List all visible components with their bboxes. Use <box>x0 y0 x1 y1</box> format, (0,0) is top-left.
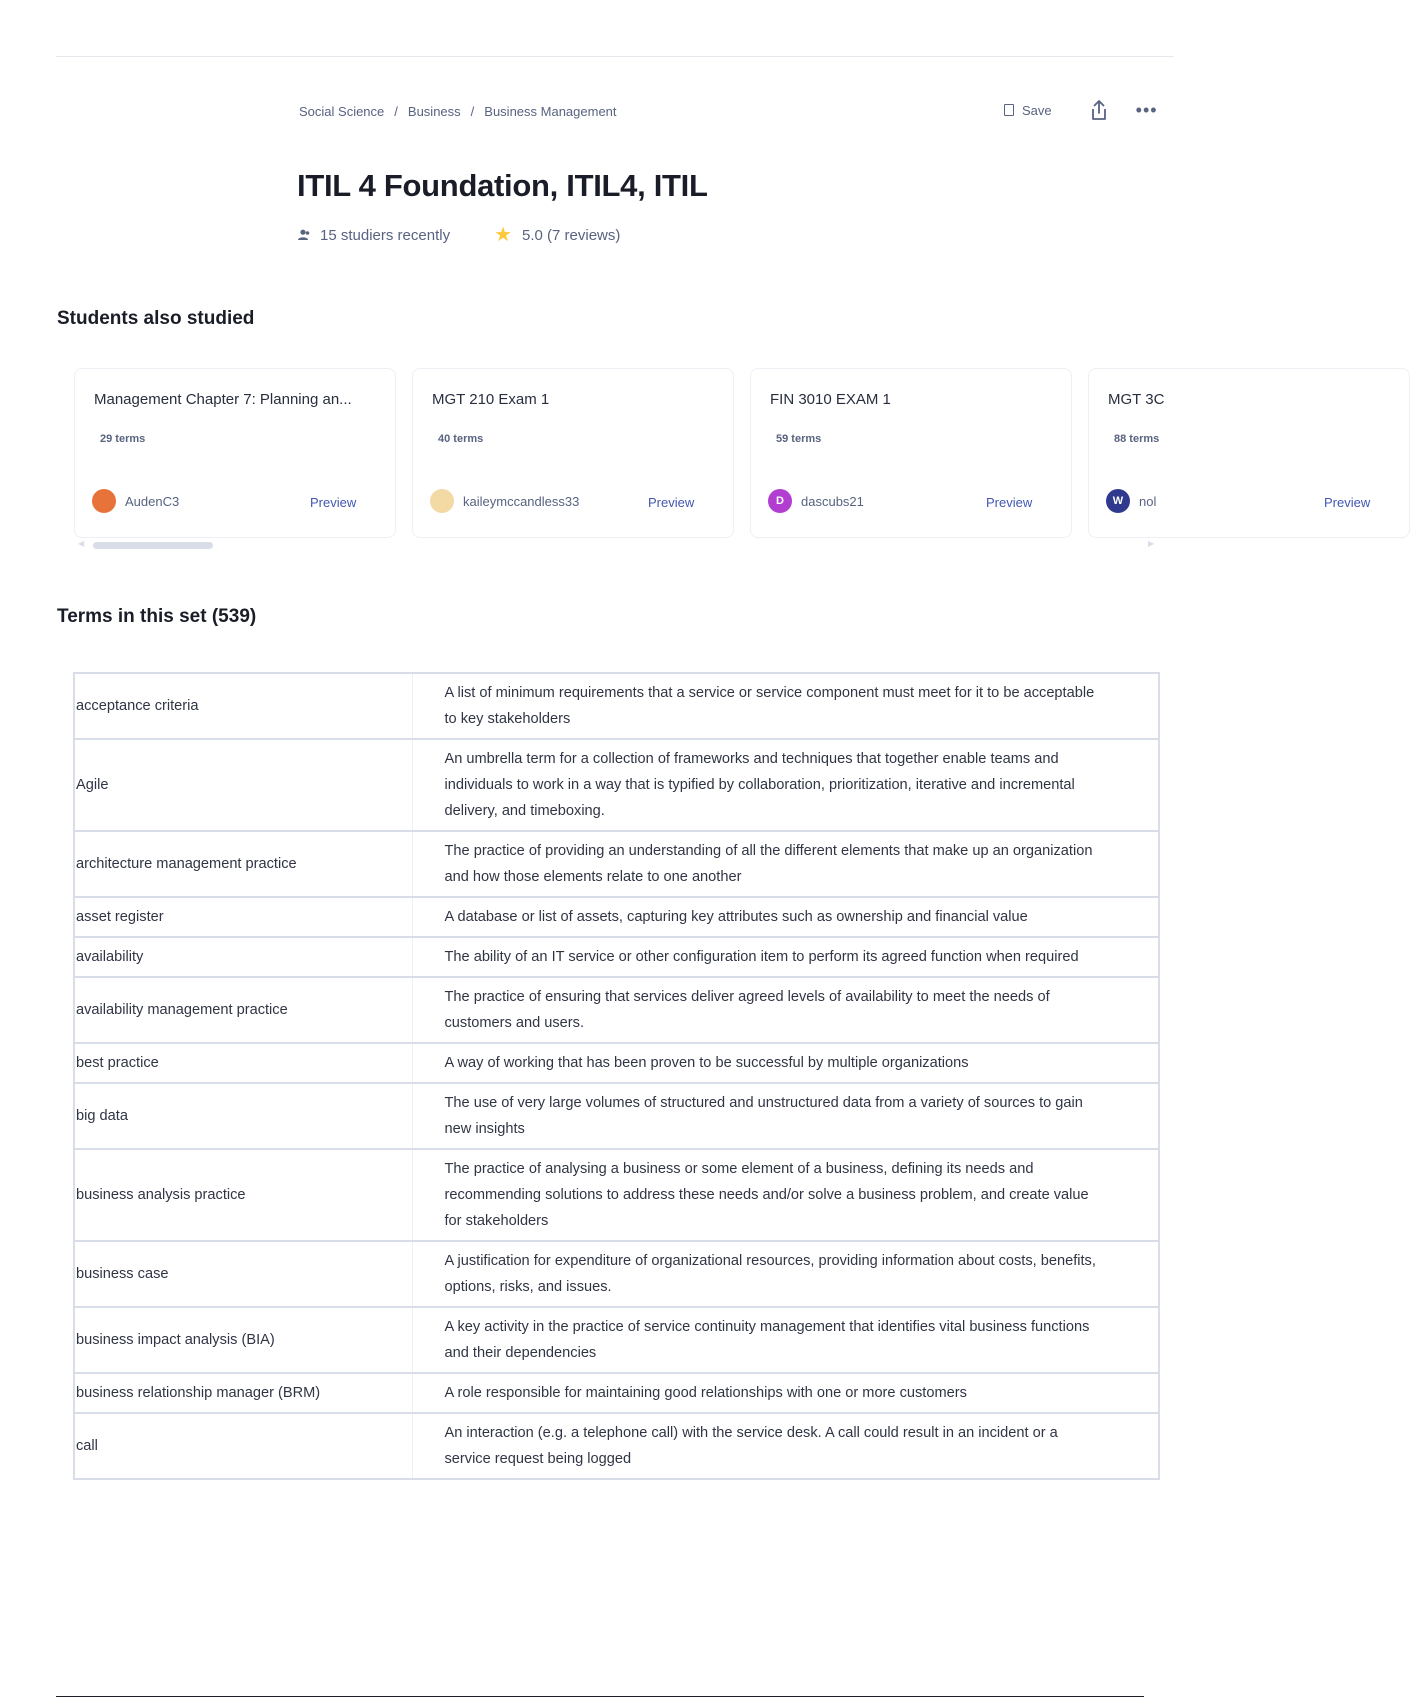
breadcrumb-link[interactable]: Social Science <box>299 104 385 119</box>
card-term-count: 29 terms <box>100 433 146 445</box>
preview-button[interactable]: Preview <box>1324 495 1371 510</box>
avatar <box>92 489 116 513</box>
bookmark-icon <box>1004 104 1014 116</box>
card-title: FIN 3010 EXAM 1 <box>770 391 891 408</box>
related-set-card[interactable] <box>412 368 734 538</box>
preview-button[interactable]: Preview <box>986 495 1033 510</box>
breadcrumb-separator: / <box>394 104 398 119</box>
term-text: business relationship manager (BRM) <box>74 1373 412 1413</box>
studiers-count: 15 studiers recently <box>320 226 451 244</box>
more-icon: ••• <box>1135 100 1158 120</box>
term-text: Agile <box>74 739 412 831</box>
term-text: availability management practice <box>74 977 412 1043</box>
save-label: Save <box>1022 102 1052 118</box>
card-author[interactable]: nol <box>1139 494 1157 509</box>
users-icon <box>297 229 311 241</box>
definition-text: The practice of ensuring that services deliver agreed levels of availability to meet the needs of customers and users. <box>412 977 1159 1043</box>
term-text: business analysis practice <box>74 1149 412 1241</box>
terms-heading: Terms in this set (539) <box>57 606 257 627</box>
preview-button[interactable]: Preview <box>310 495 357 510</box>
breadcrumb <box>299 104 617 119</box>
share-button[interactable] <box>1088 98 1110 122</box>
term-row <box>74 673 1159 739</box>
term-row <box>74 831 1159 897</box>
card-author[interactable]: AudenC3 <box>125 494 180 509</box>
share-icon <box>1088 98 1110 122</box>
rating-text: 5.0 (7 reviews) <box>522 226 621 244</box>
term-row <box>74 977 1159 1043</box>
related-set-card[interactable] <box>74 368 396 538</box>
definition-text: The practice of providing an understanding of all the different elements that make up an organization and how those elements relate to one another <box>412 831 1159 897</box>
carousel-scrollbar-thumb[interactable] <box>93 542 213 549</box>
students-also-studied-heading: Students also studied <box>57 308 255 329</box>
card-title: Management Chapter 7: Planning an... <box>94 391 352 408</box>
set-meta <box>297 226 620 244</box>
definition-text: A database or list of assets, capturing key attributes such as ownership and financial value <box>412 897 1159 937</box>
card-author[interactable]: kaileymccandless33 <box>463 494 580 509</box>
top-divider <box>56 56 1174 57</box>
star-icon: ★ <box>494 224 513 246</box>
term-row <box>74 1241 1159 1307</box>
page-title: ITIL 4 Foundation, ITIL4, ITIL <box>297 168 708 203</box>
term-text: business case <box>74 1241 412 1307</box>
term-text: big data <box>74 1083 412 1149</box>
avatar-initial: W <box>1112 495 1124 507</box>
definition-text: The ability of an IT service or other configuration item to perform its agreed function when required <box>412 937 1159 977</box>
rating-info[interactable] <box>494 226 620 244</box>
more-options-button[interactable] <box>1135 100 1158 120</box>
card-title: MGT 210 Exam 1 <box>432 391 550 408</box>
set-actions <box>1004 98 1158 122</box>
term-row <box>74 1307 1159 1373</box>
term-text: architecture management practice <box>74 831 412 897</box>
related-set-card[interactable] <box>750 368 1072 538</box>
breadcrumb-separator: / <box>470 104 475 119</box>
term-row <box>74 1413 1159 1479</box>
term-row <box>74 1043 1159 1083</box>
related-set-card[interactable] <box>1088 368 1410 538</box>
card-term-count: 40 terms <box>438 433 484 445</box>
card-author[interactable]: dascubs21 <box>801 494 864 509</box>
breadcrumb-link[interactable]: Business Management <box>484 104 617 119</box>
studiers-info <box>297 227 450 244</box>
term-row <box>74 1083 1159 1149</box>
term-row <box>74 937 1159 977</box>
card-term-count: 88 terms <box>1114 433 1160 445</box>
avatar <box>768 489 792 513</box>
term-text: business impact analysis (BIA) <box>74 1307 412 1373</box>
definition-text: The practice of analysing a business or some element of a business, defining its needs and recommending solutions to address these needs and/or solve a business problem, and create value for stakeholders <box>412 1149 1159 1241</box>
card-title: MGT 3C <box>1108 391 1165 408</box>
term-row <box>74 1149 1159 1241</box>
definition-text: A way of working that has been proven to be successful by multiple organizations <box>412 1043 1159 1083</box>
term-text: acceptance criteria <box>74 673 412 739</box>
scroll-right-arrow[interactable]: ▶ <box>1148 539 1155 548</box>
definition-text: A list of minimum requirements that a service or service component must meet for it to be acceptable to key stakeholders <box>444 685 1095 727</box>
bottom-divider <box>56 1696 1144 1697</box>
scroll-left-arrow[interactable]: ◀ <box>78 539 85 548</box>
breadcrumb-link[interactable]: Business <box>407 104 461 119</box>
avatar <box>430 489 454 513</box>
definition-text: A key activity in the practice of service continuity management that identifies vital business functions and their dependencies <box>412 1307 1159 1373</box>
avatar-initial: D <box>776 495 784 507</box>
save-button[interactable] <box>1004 103 1052 118</box>
preview-button[interactable]: Preview <box>648 495 695 510</box>
card-term-count: 59 terms <box>776 433 822 445</box>
term-text: asset register <box>74 897 412 937</box>
definition-text: A justification for expenditure of organizational resources, providing information about costs, benefits, options, risks, and issues. <box>412 1241 1159 1307</box>
definition-text: An umbrella term for a collection of frameworks and techniques that together enable teams and individuals to work in a way that is typified by collaboration, prioritization, iterative and incremental delivery, and timeboxing. <box>412 739 1159 831</box>
related-sets-carousel <box>74 368 1371 538</box>
term-text: availability <box>74 937 412 977</box>
definition-text: An interaction (e.g. a telephone call) with the service desk. A call could result in an incident or a service request being logged <box>412 1413 1159 1479</box>
avatar <box>1106 489 1130 513</box>
term-row <box>74 739 1159 831</box>
term-text: call <box>74 1413 412 1479</box>
definition-text: The use of very large volumes of structured and unstructured data from a variety of sources to gain new insights <box>412 1083 1159 1149</box>
term-row <box>74 897 1159 937</box>
definition-text: A role responsible for maintaining good relationships with one or more customers <box>412 1373 1159 1413</box>
term-text: best practice <box>74 1043 412 1083</box>
terms-table <box>73 672 1160 1480</box>
term-row <box>74 1373 1159 1413</box>
